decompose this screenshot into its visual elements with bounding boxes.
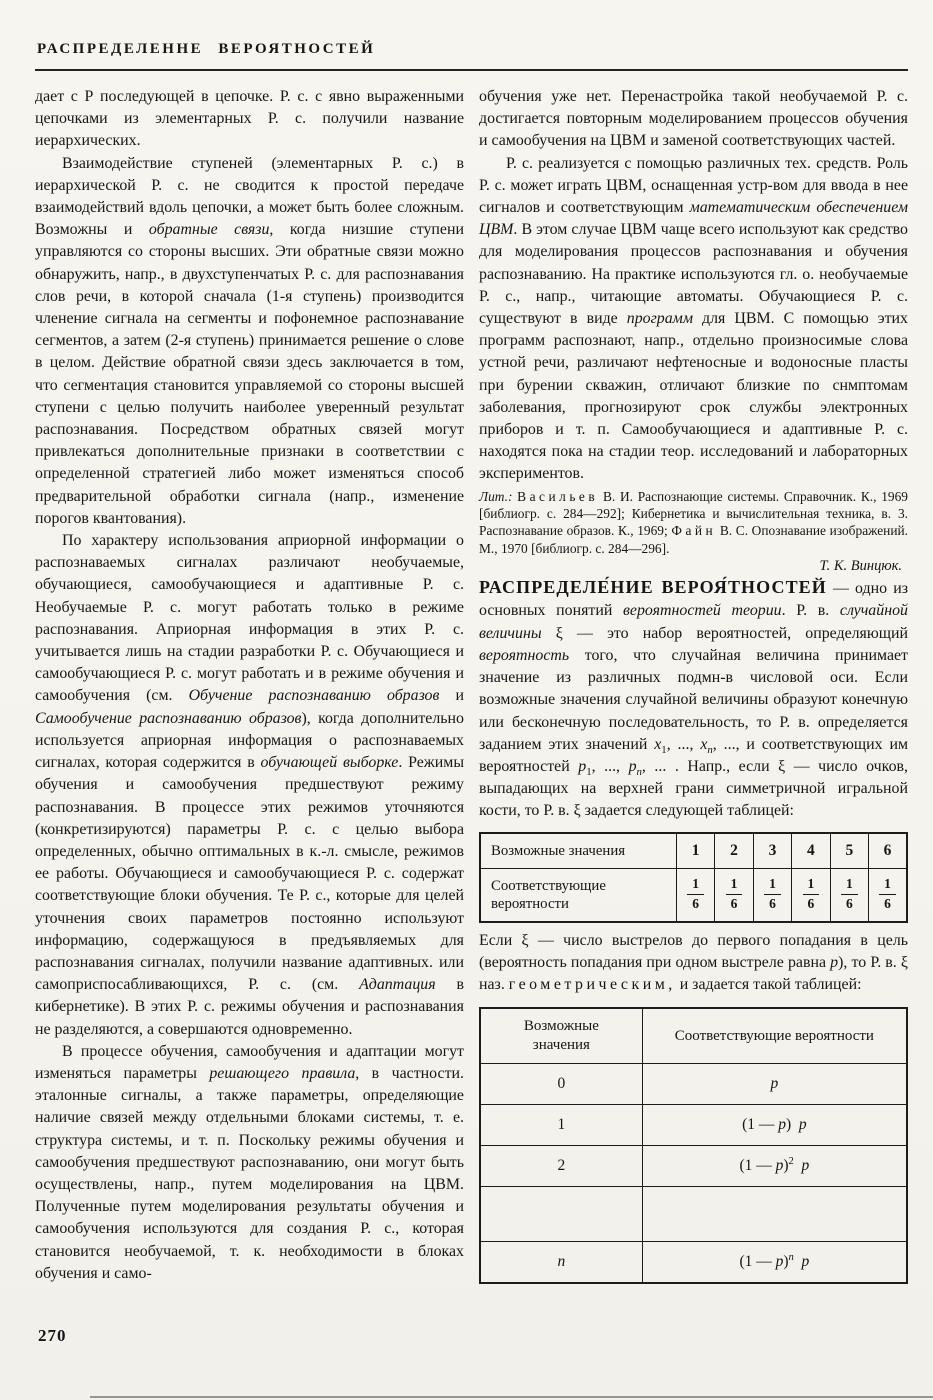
text-segment: p	[578, 757, 587, 775]
probability-cell	[642, 1105, 907, 1146]
text-segment: математическим обеспечением ЦВМ	[479, 199, 908, 239]
value-cell	[480, 1146, 642, 1187]
probability-cell	[642, 1146, 907, 1187]
text-segment: Самообучение распознаванию образов	[35, 709, 302, 727]
dice-probability-table	[479, 832, 908, 923]
probability-cell	[715, 868, 753, 922]
text-segment: обучающей выборке	[260, 754, 399, 772]
text-segment: дает с Р последующей в цепочке. Р. с. с явно выраженными цепочками из элементарных Р. с. получили название иерархических.	[35, 88, 464, 150]
row-label: Соответствующие вероятности	[480, 868, 676, 922]
text-segment: p	[801, 1253, 810, 1271]
text-segment: 2	[557, 1157, 566, 1175]
text-segment: — одно из основных понятий	[479, 580, 908, 620]
fraction	[803, 876, 820, 910]
text-segment: p	[775, 1253, 784, 1271]
text-segment: )	[786, 1116, 799, 1134]
text-segment: обратные связи	[148, 221, 270, 239]
fraction-numerator: 1	[841, 876, 858, 894]
text-segment: По характеру использования априорной информации о распознаваемых сигналах различают необучаемые, обучающиеся, самообучающиеся и адаптивные Р. с. Необучаемые Р. с. могут работать только в режиме распознавания. Априорная информация в этих Р. с. учитывается лишь на стадии разработки Р. с. Обучающиеся и самообучающиеся Р. с. могут работать и в режиме обучения и самообучения (см.	[35, 532, 464, 705]
text-segment: программ	[626, 310, 693, 328]
text-segment: ), то Р. в. ξ наз.	[479, 953, 909, 993]
text-segment: случайной величины	[479, 602, 908, 642]
paragraph	[479, 930, 908, 997]
header-rule	[35, 69, 908, 71]
text-segment: Лит.:	[479, 488, 513, 504]
text-segment: 1	[586, 766, 592, 779]
text-segment: В процессе обучения, самообучения и адаптации могут изменяться параметры	[35, 1042, 464, 1082]
two-column-text	[35, 86, 908, 1285]
text-segment: Васильев	[517, 488, 599, 504]
probability-cell	[869, 868, 907, 922]
text-segment: Р. с. реализуется с помощью различных тех. средств. Роль Р. с. может играть ЦВМ, оснащенная устр-вом для ввода в нее сигналов и соответствующим	[479, 154, 908, 217]
text-segment: n	[557, 1253, 566, 1271]
text-segment: для ЦВМ. С помощью этих программ распознают, напр., отдельно произносимые слова устной речи, различают нефтеносные и водоносные пласты при бурении скважин, отличают близкие по снмптомам заболевания, прогнозируют срок службы электронных приборов и т. п. Самообучающиеся и адаптивные Р. с. находятся пока на стадии теор. исследований и лабораторных экспериментов.	[479, 310, 908, 483]
text-segment: )	[783, 1253, 789, 1271]
text-segment: , в частности. эталонные сигналы, а также параметры, определяющие наличие связей между отдельными блоками системы, т. е. структура системы, и т. п. Поскольку режимы обучения и самообучения предшествуют распознаванию, они могут быть осуществлены, напр., путем моделирования на ЦВМ. Полученные путем моделирования результаты обучения и самообучения используются для создания Р. с., которая становится необучаемой, т. к. необходимости в блоках обучения и само-	[35, 1064, 464, 1282]
text-segment: p	[770, 1075, 779, 1093]
fraction	[764, 876, 781, 910]
geometric-distribution-table	[479, 1007, 908, 1284]
column-header: Соответствующие вероятности	[642, 1008, 907, 1064]
value-cell	[480, 1187, 642, 1242]
value-cell: 4	[792, 833, 830, 869]
text-segment: n	[707, 743, 713, 756]
column-header: Возможные значения	[480, 1008, 642, 1064]
text-segment: p	[775, 1157, 784, 1175]
text-segment: В. С. Опознавание изображений. М., 1970 [библиогр. с. 284—296].	[479, 523, 909, 556]
fraction	[726, 876, 743, 910]
paragraph	[479, 153, 908, 486]
text-segment: . Р. в.	[781, 602, 840, 620]
text-segment: Взаимодействие ступеней (элементарных Р. с.) в иерархической Р. с. не сводится к простой передаче взаимодействий вдоль цепочки, а может быть более сложным. Возможны и	[35, 154, 464, 239]
text-segment: . Режимы обучения и самообучения предшествуют режиму распознавания. В процессе этих режимов уточняются (конкретизируются) параметры Р. с. с целью выбора определенных, обычно оптимальных в к.-л. смысле, режимов ее работы. Обучающиеся и самообучающиеся Р. с. содержат соответствующие блоки обучения. Те Р. с., которые для целей уточнения своих параметров постоянно используют информацию, содержащуюся в предъявляемых для распознавания сигналах, получили название адаптивных. или самоприспосабливающихся, Р. с. (см.	[35, 754, 465, 994]
probability-cell	[676, 868, 714, 922]
article-title: РАСПРЕДЕЛЕ́НИЕ ВЕРОЯ́ТНОСТЕЙ	[479, 577, 827, 598]
fraction	[687, 876, 704, 910]
text-segment: Адаптация	[359, 976, 436, 994]
text-segment: обучения уже нет. Перенастройка такой необучаемой Р. с. достигается повторным моделированием процессов обучения и самообучения на ЦВМ и заменой соответствующих частей.	[479, 88, 908, 150]
text-segment: x	[654, 735, 662, 753]
text-segment	[794, 1253, 802, 1270]
author-signature	[479, 557, 908, 575]
row-label: Возможные значения	[480, 833, 676, 869]
text-segment	[794, 1157, 802, 1174]
text-segment: Файн	[671, 523, 717, 539]
value-cell	[480, 1105, 642, 1146]
text-segment: x	[700, 735, 708, 753]
text-segment: , ...,	[591, 757, 629, 775]
fraction	[879, 876, 896, 910]
value-cell	[480, 1242, 642, 1284]
text-segment: в кибернетике). В этих Р. с. режимы обучения и распознавания не разделяются, а совершаются одновременно.	[35, 976, 465, 1038]
probability-cell	[753, 868, 791, 922]
text-segment: p	[778, 1116, 786, 1134]
text-segment: , ..., и соответствующих им вероятностей	[479, 735, 908, 775]
right-column	[479, 86, 908, 1284]
fraction-denominator: 6	[884, 895, 891, 911]
text-segment: , ... . Напр., если ξ — число очков, выпадающих на верхней грани симметричной игральной кости, то Р. в. ξ задается следующей таблицей:	[479, 757, 908, 820]
text-segment: вероятность	[479, 646, 570, 664]
value-cell: 6	[869, 833, 907, 869]
fraction-denominator: 6	[730, 895, 738, 911]
text-segment: ξ — это набор вероятностей, определяющий	[541, 624, 908, 642]
value-cell	[480, 1064, 642, 1105]
fraction-denominator: 6	[692, 895, 699, 911]
paragraph-continuation	[35, 86, 464, 153]
text-segment: Т. К. Винцюк.	[819, 558, 902, 575]
text-segment: n	[788, 1251, 794, 1263]
text-segment: геометрическим,	[508, 975, 676, 993]
text-segment: n	[636, 766, 642, 779]
fraction-denominator: 6	[769, 895, 776, 911]
text-segment: p	[798, 1116, 807, 1134]
paragraph-continuation	[479, 86, 908, 153]
text-segment: (1 —	[742, 1116, 779, 1134]
probability-cell	[642, 1242, 907, 1284]
text-segment: (1 —	[739, 1253, 776, 1271]
text-segment: p	[830, 953, 839, 971]
text-segment: вероятностей теории	[623, 602, 782, 620]
fraction-denominator: 6	[807, 895, 815, 911]
text-segment: ), когда дополнительно используется априорная информация о распознаваемых сигналах, которая содержится в	[35, 709, 464, 772]
text-segment: 2	[788, 1155, 794, 1167]
page-bottom-edge	[90, 1396, 933, 1398]
fraction-numerator: 1	[764, 876, 781, 894]
left-column	[35, 86, 464, 1285]
paragraph	[35, 530, 464, 1041]
literature-block	[479, 488, 908, 558]
value-cell: 5	[830, 833, 868, 869]
paragraph	[35, 153, 464, 530]
probability-cell	[792, 868, 830, 922]
text-segment: 1	[557, 1116, 566, 1134]
text-segment: p	[801, 1157, 810, 1175]
probability-cell	[642, 1187, 907, 1242]
text-segment: . В этом случае ЦВМ чаще всего используют как средство для моделирования процессов распознавания и обучения распознаванию. На практике используются гл. о. необучаемые Р. с., напр., читающие автоматы. Обучающиеся Р. с. существуют в виде	[479, 221, 908, 328]
probability-cell	[642, 1064, 907, 1105]
text-segment: 1	[661, 743, 667, 756]
fraction-numerator: 1	[803, 876, 820, 894]
text-segment: решающего правила	[209, 1064, 356, 1082]
fraction-numerator: 1	[687, 876, 704, 894]
fraction-numerator: 1	[879, 876, 896, 894]
text-segment: Обучение распознаванию образов	[188, 687, 440, 705]
text-segment: и	[439, 687, 464, 705]
probability-cell	[830, 868, 868, 922]
fraction-denominator: 6	[845, 895, 853, 911]
value-cell: 2	[715, 833, 753, 869]
text-segment: и задается такой таблицей:	[675, 975, 862, 993]
paragraph	[35, 1041, 464, 1285]
text-segment: Если ξ — число выстрелов до первого попадания в цель (вероятность попадания при одном выстреле равна	[479, 931, 908, 971]
text-segment: того, что случайная величина принимает значение из различных подмн-в числовой оси. Если возможные значения случайной величины образуют конечную или бесконечную последовательность, то Р. в. определяется заданием этих значений	[479, 646, 908, 753]
text-segment: , ...,	[666, 735, 701, 753]
text-segment: , когда низшие ступени управляются со стороны высших. Эти обратные связи можно обнаружить, напр., в двухступенчатых Р. с. для распознавания слов речи, в которой сначала (1-я ступень) производится членение сигнала на сегменты и пофонемное распознавание сегментов, а затем (2-я ступень) принимается решение о слове в целом. Действие обратной связи здесь заключается в том, что сегментация становится управляемой со стороны высшей ступени с целью получить наиболее уверенный результат распознавания. Посредством обратных связей могут привлекаться дополнительные признаки в соответствии с определенной стратегией либо может изменяться способ предварительной обработки сигнала (напр., изменение порогов квантования).	[35, 221, 464, 527]
text-segment: p	[628, 757, 637, 775]
article-paragraph	[479, 576, 908, 822]
text-segment: В. И. Распознающие системы. Справочник. К., 1969 [библиогр. с. 284—292]; Кибернетика и вычислительная техника, в. 3. Распознавание образов. К., 1969;	[479, 488, 908, 539]
value-cell: 1	[676, 833, 714, 869]
text-segment: (1 —	[739, 1157, 776, 1175]
text-segment: 0	[557, 1075, 566, 1093]
text-segment: )	[783, 1157, 789, 1175]
page-number: 270	[38, 1326, 67, 1345]
value-cell: 3	[753, 833, 791, 869]
fraction	[841, 876, 858, 910]
fraction-numerator: 1	[726, 876, 743, 894]
running-head: РАСПРЕДЕЛЕННЕ ВЕРОЯТНОСТЕЙ	[37, 41, 376, 57]
